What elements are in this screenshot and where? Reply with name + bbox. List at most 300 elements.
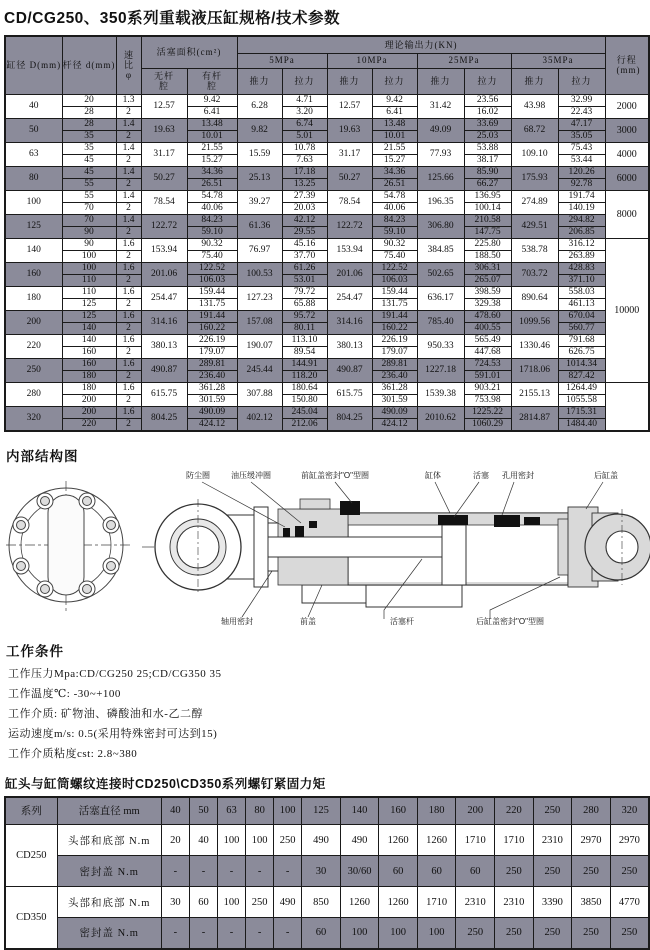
row-label-seal-cover: 密封盖 N.m [57,856,161,887]
pull-5mpa-cell: 113.10 [282,334,327,346]
header-push-35mpa: 推力 [511,68,558,94]
speed-ratio-cell: 2 [116,178,141,190]
speed-ratio-cell: 2 [116,322,141,334]
pull-5mpa-cell: 37.70 [282,250,327,262]
rodside-area-cell: 424.12 [187,418,237,431]
speed-ratio-cell: 2 [116,298,141,310]
push-10mpa-cell: 254.47 [327,286,372,310]
torque-head-value-125: 490 [302,825,341,856]
pull-35mpa-cell: 75.43 [558,142,605,154]
work-speed-line: 运动速度m/s: 0.5(采用特殊密封可达到15) [8,727,218,740]
speed-ratio-cell: 1.3 [116,94,141,106]
pull-25mpa-cell: 903.21 [464,382,511,394]
spec-row-bore-220 [5,334,649,346]
push-5mpa-cell: 15.59 [237,142,282,166]
rodless-area-cell: 615.75 [141,382,187,406]
rod-diameter-cell: 55 [62,190,116,202]
rodless-area-cell: 19.63 [141,118,187,142]
torque-seal-value-50: - [189,918,217,949]
push-35mpa-cell: 43.98 [511,94,558,118]
header-rodside-chamber: 有杆腔 [187,68,237,94]
push-35mpa-cell: 429.51 [511,214,558,238]
header-push-25mpa: 推力 [417,68,464,94]
bore-cell: 220 [5,334,62,358]
rodside-area-cell: 59.10 [187,226,237,238]
rod-diameter-cell: 110 [62,274,116,286]
speed-ratio-cell: 1.6 [116,238,141,250]
speed-ratio-cell: 1.6 [116,334,141,346]
pull-25mpa-cell: 147.75 [464,226,511,238]
torque-seal-value-63: - [217,856,245,887]
work-viscosity-line: 工作介质粘度cst: 2.8~380 [8,747,138,760]
push-5mpa-cell: 245.44 [237,358,282,382]
rod-diameter-cell: 100 [62,262,116,274]
speed-ratio-cell: 2 [116,226,141,238]
speed-ratio-cell: 2 [116,274,141,286]
spec-row-bore-140 [5,238,649,250]
push-5mpa-cell: 39.27 [237,190,282,214]
speed-ratio-cell: 2 [116,394,141,406]
rodless-area-cell: 201.06 [141,262,187,286]
header-ratio: 速比φ [116,36,141,94]
pull-35mpa-cell: 1014.34 [558,358,605,370]
push-10mpa-cell: 153.94 [327,238,372,262]
work-temperature-line: 工作温度℃: -30~+100 [8,687,121,700]
pull-10mpa-cell: 59.10 [372,226,417,238]
torque-seal-value-180: 60 [417,856,456,887]
pull-35mpa-cell: 827.42 [558,370,605,382]
rod-diameter-cell: 90 [62,238,116,250]
rod-diameter-cell: 55 [62,178,116,190]
spec-row-bore-63 [5,142,649,154]
pull-10mpa-cell: 34.36 [372,166,417,178]
push-35mpa-cell: 175.93 [511,166,558,190]
row-label-seal-cover: 密封盖 N.m [57,918,161,949]
pull-25mpa-cell: 66.27 [464,178,511,190]
torque-head-value-80: 100 [246,825,274,856]
pull-35mpa-cell: 1484.40 [558,418,605,431]
pull-35mpa-cell: 371.10 [558,274,605,286]
pull-35mpa-cell: 791.68 [558,334,605,346]
rod-diameter-cell: 110 [62,286,116,298]
pull-5mpa-cell: 27.39 [282,190,327,202]
header-stroke: 行程 (mm) [605,36,649,94]
pull-10mpa-cell: 15.27 [372,154,417,166]
torque-head-value-250: 3390 [533,887,572,918]
rod-diameter-cell: 160 [62,346,116,358]
pull-25mpa-cell: 565.49 [464,334,511,346]
pull-25mpa-cell: 400.55 [464,322,511,334]
header-diameter-50: 50 [189,797,217,825]
front-flange-plate [254,507,268,587]
pull-10mpa-cell: 236.40 [372,370,417,382]
label-rear-head-oring: 后缸盖密封"O"型圈 [476,616,544,626]
push-10mpa-cell: 12.57 [327,94,372,118]
rodside-area-cell: 15.27 [187,154,237,166]
header-push-5mpa: 推力 [237,68,282,94]
push-10mpa-cell: 31.17 [327,142,372,166]
pull-35mpa-cell: 626.75 [558,346,605,358]
push-5mpa-cell: 157.08 [237,310,282,334]
torque-seal-value-280: 250 [572,918,611,949]
front-gland-lower [278,557,348,585]
rodside-area-cell: 26.51 [187,178,237,190]
rod-diameter-cell: 90 [62,226,116,238]
pull-35mpa-cell: 1055.58 [558,394,605,406]
torque-head-value-280: 3850 [572,887,611,918]
torque-seal-value-80: - [246,856,274,887]
pull-10mpa-cell: 84.23 [372,214,417,226]
torque-seal-value-220: 250 [495,918,534,949]
speed-ratio-cell: 2 [116,154,141,166]
piston-seal-block [438,515,468,525]
torque-head-value-100: 250 [274,825,302,856]
rodside-area-cell: 54.78 [187,190,237,202]
spec-row-bore-125 [5,214,649,226]
push-25mpa-cell: 950.33 [417,334,464,358]
pull-25mpa-cell: 306.31 [464,262,511,274]
rodless-area-cell: 804.25 [141,406,187,431]
push-10mpa-cell: 804.25 [327,406,372,431]
pull-35mpa-cell: 32.99 [558,94,605,106]
front-oring-block [340,501,360,515]
header-diameter-200: 200 [456,797,495,825]
pull-25mpa-cell: 188.50 [464,250,511,262]
push-25mpa-cell: 636.17 [417,286,464,310]
rod-diameter-cell: 35 [62,142,116,154]
torque-seal-value-125: 30 [302,856,341,887]
push-5mpa-cell: 190.07 [237,334,282,358]
pull-35mpa-cell: 53.44 [558,154,605,166]
rodside-area-cell: 361.28 [187,382,237,394]
torque-head-value-250: 2310 [533,825,572,856]
spec-row-bore-40 [5,94,649,106]
pull-10mpa-cell: 226.19 [372,334,417,346]
pull-25mpa-cell: 753.98 [464,394,511,406]
header-diameter-40: 40 [161,797,189,825]
stroke-cell: 4000 [605,142,649,166]
torque-seal-value-250: 250 [533,918,572,949]
speed-ratio-cell: 1.6 [116,382,141,394]
rod-diameter-cell: 45 [62,154,116,166]
pull-35mpa-cell: 316.12 [558,238,605,250]
stroke-cell: 8000 [605,190,649,238]
rodside-area-cell: 75.40 [187,250,237,262]
torque-head-value-100: 490 [274,887,302,918]
push-25mpa-cell: 785.40 [417,310,464,334]
torque-head-value-63: 100 [217,887,245,918]
bore-cell: 180 [5,286,62,310]
push-25mpa-cell: 384.85 [417,238,464,262]
series-name-cell: CD350 [5,887,57,949]
pull-5mpa-cell: 3.20 [282,106,327,118]
torque-row-CD250-head [5,825,649,856]
push-10mpa-cell: 78.54 [327,190,372,214]
push-35mpa-cell: 109.10 [511,142,558,166]
pull-5mpa-cell: 79.72 [282,286,327,298]
header-diameter-280: 280 [572,797,611,825]
push-10mpa-cell: 314.16 [327,310,372,334]
torque-seal-value-160: 60 [379,856,418,887]
rod-diameter-cell: 180 [62,382,116,394]
speed-ratio-cell: 1.4 [116,214,141,226]
pull-10mpa-cell: 191.44 [372,310,417,322]
speed-ratio-cell: 2 [116,106,141,118]
rodside-area-cell: 236.40 [187,370,237,382]
label-cushion-ring: 油压缓冲圈 [231,470,271,480]
pull-35mpa-cell: 263.89 [558,250,605,262]
spec-row-bore-180 [5,286,649,298]
torque-seal-value-200: 250 [456,918,495,949]
rod-diameter-cell: 125 [62,298,116,310]
rodside-area-cell: 40.06 [187,202,237,214]
rod-seal-block [295,526,304,537]
push-10mpa-cell: 490.87 [327,358,372,382]
bore-cell: 250 [5,358,62,382]
torque-head-value-140: 1260 [340,887,379,918]
push-25mpa-cell: 125.66 [417,166,464,190]
header-diameter-180: 180 [417,797,456,825]
pull-5mpa-cell: 13.25 [282,178,327,190]
push-25mpa-cell: 1539.38 [417,382,464,406]
torque-head-value-140: 490 [340,825,379,856]
pull-35mpa-cell: 22.43 [558,106,605,118]
rod-diameter-cell: 100 [62,250,116,262]
pull-5mpa-cell: 89.54 [282,346,327,358]
rodless-area-cell: 490.87 [141,358,187,382]
push-5mpa-cell: 402.12 [237,406,282,431]
header-pressure-25mpa: 25MPa [417,53,511,68]
label-front-head-oring: 前缸盖密封"O"型圈 [301,470,369,480]
torque-head-value-280: 2970 [572,825,611,856]
pull-5mpa-cell: 144.91 [282,358,327,370]
push-35mpa-cell: 538.78 [511,238,558,262]
speed-ratio-cell: 2 [116,202,141,214]
bore-cell: 40 [5,94,62,118]
label-dust-seal: 防尘圈 [186,470,210,480]
rodside-area-cell: 9.42 [187,94,237,106]
pull-25mpa-cell: 25.03 [464,130,511,142]
rod-diameter-cell: 200 [62,406,116,418]
pull-5mpa-cell: 80.11 [282,322,327,334]
header-pressure-5mpa: 5MPa [237,53,327,68]
pull-10mpa-cell: 160.22 [372,322,417,334]
push-25mpa-cell: 31.42 [417,94,464,118]
pull-25mpa-cell: 136.95 [464,190,511,202]
rodside-area-cell: 160.22 [187,322,237,334]
pull-5mpa-cell: 95.72 [282,310,327,322]
push-25mpa-cell: 77.93 [417,142,464,166]
push-5mpa-cell: 76.97 [237,238,282,262]
pull-5mpa-cell: 42.12 [282,214,327,226]
header-diameter-160: 160 [379,797,418,825]
rodside-area-cell: 34.36 [187,166,237,178]
working-conditions-heading: 工作条件 [6,643,64,659]
bore-cell: 160 [5,262,62,286]
rod-diameter-cell: 200 [62,394,116,406]
speed-ratio-cell: 1.4 [116,166,141,178]
push-35mpa-cell: 2155.13 [511,382,558,406]
spec-row-bore-160 [5,262,649,274]
push-10mpa-cell: 50.27 [327,166,372,190]
speed-ratio-cell: 1.6 [116,358,141,370]
torque-row-CD350-head [5,887,649,918]
pull-25mpa-cell: 23.56 [464,94,511,106]
pull-5mpa-cell: 65.88 [282,298,327,310]
torque-seal-value-100: - [274,918,302,949]
torque-seal-value-40: - [161,856,189,887]
rodside-area-cell: 490.09 [187,406,237,418]
working-conditions [8,664,648,764]
torque-seal-value-200: 60 [456,856,495,887]
rodside-area-cell: 159.44 [187,286,237,298]
bore-cell: 140 [5,238,62,262]
header-piston-area: 活塞面积(cm²) [141,36,237,68]
rodless-area-cell: 12.57 [141,94,187,118]
rodside-area-cell: 289.81 [187,358,237,370]
torque-head-value-40: 20 [161,825,189,856]
torque-row-CD250-seal [5,856,649,887]
rod-diameter-cell: 28 [62,106,116,118]
pull-5mpa-cell: 6.74 [282,118,327,130]
speed-ratio-cell: 1.6 [116,406,141,418]
rodless-area-cell: 122.72 [141,214,187,238]
torque-head-value-160: 1260 [379,825,418,856]
push-25mpa-cell: 502.65 [417,262,464,286]
piston [442,525,466,585]
pull-10mpa-cell: 361.28 [372,382,417,394]
header-pressure-35mpa: 35MPa [511,53,605,68]
diagram-heading: 内部结构图 [6,448,79,464]
cylinder-section-view [142,499,650,607]
torque-head-value-180: 1260 [417,825,456,856]
rod-diameter-cell: 70 [62,214,116,226]
pull-25mpa-cell: 1060.29 [464,418,511,431]
rodless-area-cell: 50.27 [141,166,187,190]
torque-head-value-50: 60 [189,887,217,918]
rodside-area-cell: 84.23 [187,214,237,226]
pull-10mpa-cell: 424.12 [372,418,417,431]
header-diameter-100: 100 [274,797,302,825]
header-pull-5mpa: 拉力 [282,68,327,94]
header-push-10mpa: 推力 [327,68,372,94]
rod-diameter-cell: 180 [62,370,116,382]
row-label-head-bottom: 头部和底部 N.m [57,887,161,918]
torque-seal-value-140: 100 [340,918,379,949]
push-25mpa-cell: 2010.62 [417,406,464,431]
pull-10mpa-cell: 301.59 [372,394,417,406]
bore-cell: 50 [5,118,62,142]
label-rear-head: 后缸盖 [594,470,618,480]
pull-5mpa-cell: 212.06 [282,418,327,431]
pull-25mpa-cell: 478.60 [464,310,511,322]
bore-cell: 100 [5,190,62,214]
torque-head-value-320: 4770 [610,887,649,918]
work-medium-line: 工作介质: 矿物油、磷酸油和水-乙二醇 [8,707,203,720]
push-35mpa-cell: 274.89 [511,190,558,214]
pull-5mpa-cell: 150.80 [282,394,327,406]
torque-seal-value-50: - [189,856,217,887]
pull-25mpa-cell: 38.17 [464,154,511,166]
pull-35mpa-cell: 35.05 [558,130,605,142]
speed-ratio-cell: 1.4 [116,142,141,154]
torque-seal-value-40: - [161,918,189,949]
spec-row-bore-280 [5,382,649,394]
header-pull-35mpa: 拉力 [558,68,605,94]
header-pull-25mpa: 拉力 [464,68,511,94]
header-diameter-140: 140 [340,797,379,825]
pull-5mpa-cell: 61.26 [282,262,327,274]
pull-25mpa-cell: 100.14 [464,202,511,214]
rod-diameter-cell: 35 [62,130,116,142]
header-piston-diameter: 活塞直径 mm [57,797,161,825]
spec-row-bore-250 [5,358,649,370]
torque-seal-value-220: 250 [495,856,534,887]
pull-10mpa-cell: 54.78 [372,190,417,202]
rod-diameter-cell: 220 [62,418,116,431]
port-block [366,585,462,607]
header-bore: 缸径 D(mm) [5,36,62,94]
pull-5mpa-cell: 29.55 [282,226,327,238]
pull-5mpa-cell: 17.18 [282,166,327,178]
rodside-area-cell: 191.44 [187,310,237,322]
header-diameter-320: 320 [610,797,649,825]
torque-seal-value-140: 30/60 [340,856,379,887]
torque-head-value-40: 30 [161,887,189,918]
header-series: 系列 [5,797,57,825]
pull-5mpa-cell: 180.64 [282,382,327,394]
push-5mpa-cell: 61.36 [237,214,282,238]
speed-ratio-cell: 1.4 [116,118,141,130]
pull-35mpa-cell: 1264.49 [558,382,605,394]
push-35mpa-cell: 1099.56 [511,310,558,334]
rod-diameter-cell: 140 [62,322,116,334]
pull-35mpa-cell: 461.13 [558,298,605,310]
torque-head-value-160: 1260 [379,887,418,918]
header-diameter-125: 125 [302,797,341,825]
rodless-area-cell: 254.47 [141,286,187,310]
push-35mpa-cell: 703.72 [511,262,558,286]
push-35mpa-cell: 1330.46 [511,334,558,358]
bore-cell: 125 [5,214,62,238]
pull-25mpa-cell: 1225.22 [464,406,511,418]
rod-diameter-cell: 28 [62,118,116,130]
pull-35mpa-cell: 670.04 [558,310,605,322]
pull-25mpa-cell: 398.59 [464,286,511,298]
torque-seal-value-320: 250 [610,856,649,887]
speed-ratio-cell: 1.4 [116,190,141,202]
pull-10mpa-cell: 106.03 [372,274,417,286]
pull-35mpa-cell: 140.19 [558,202,605,214]
push-5mpa-cell: 307.88 [237,382,282,406]
push-5mpa-cell: 9.82 [237,118,282,142]
rod-diameter-cell: 45 [62,166,116,178]
pull-10mpa-cell: 75.40 [372,250,417,262]
label-bore-seal: 孔用密封 [502,470,534,480]
header-diameter-63: 63 [217,797,245,825]
pull-5mpa-cell: 7.63 [282,154,327,166]
header-pull-10mpa: 拉力 [372,68,417,94]
pull-10mpa-cell: 13.48 [372,118,417,130]
pull-35mpa-cell: 47.17 [558,118,605,130]
rodless-area-cell: 78.54 [141,190,187,214]
torque-table-title: 缸头与缸筒螺纹连接时CD250\CD350系列螺钉紧固力矩 [5,776,326,791]
rodless-area-cell: 153.94 [141,238,187,262]
push-35mpa-cell: 2814.87 [511,406,558,431]
torque-head-value-200: 2310 [456,887,495,918]
pull-25mpa-cell: 33.69 [464,118,511,130]
pull-25mpa-cell: 447.68 [464,346,511,358]
